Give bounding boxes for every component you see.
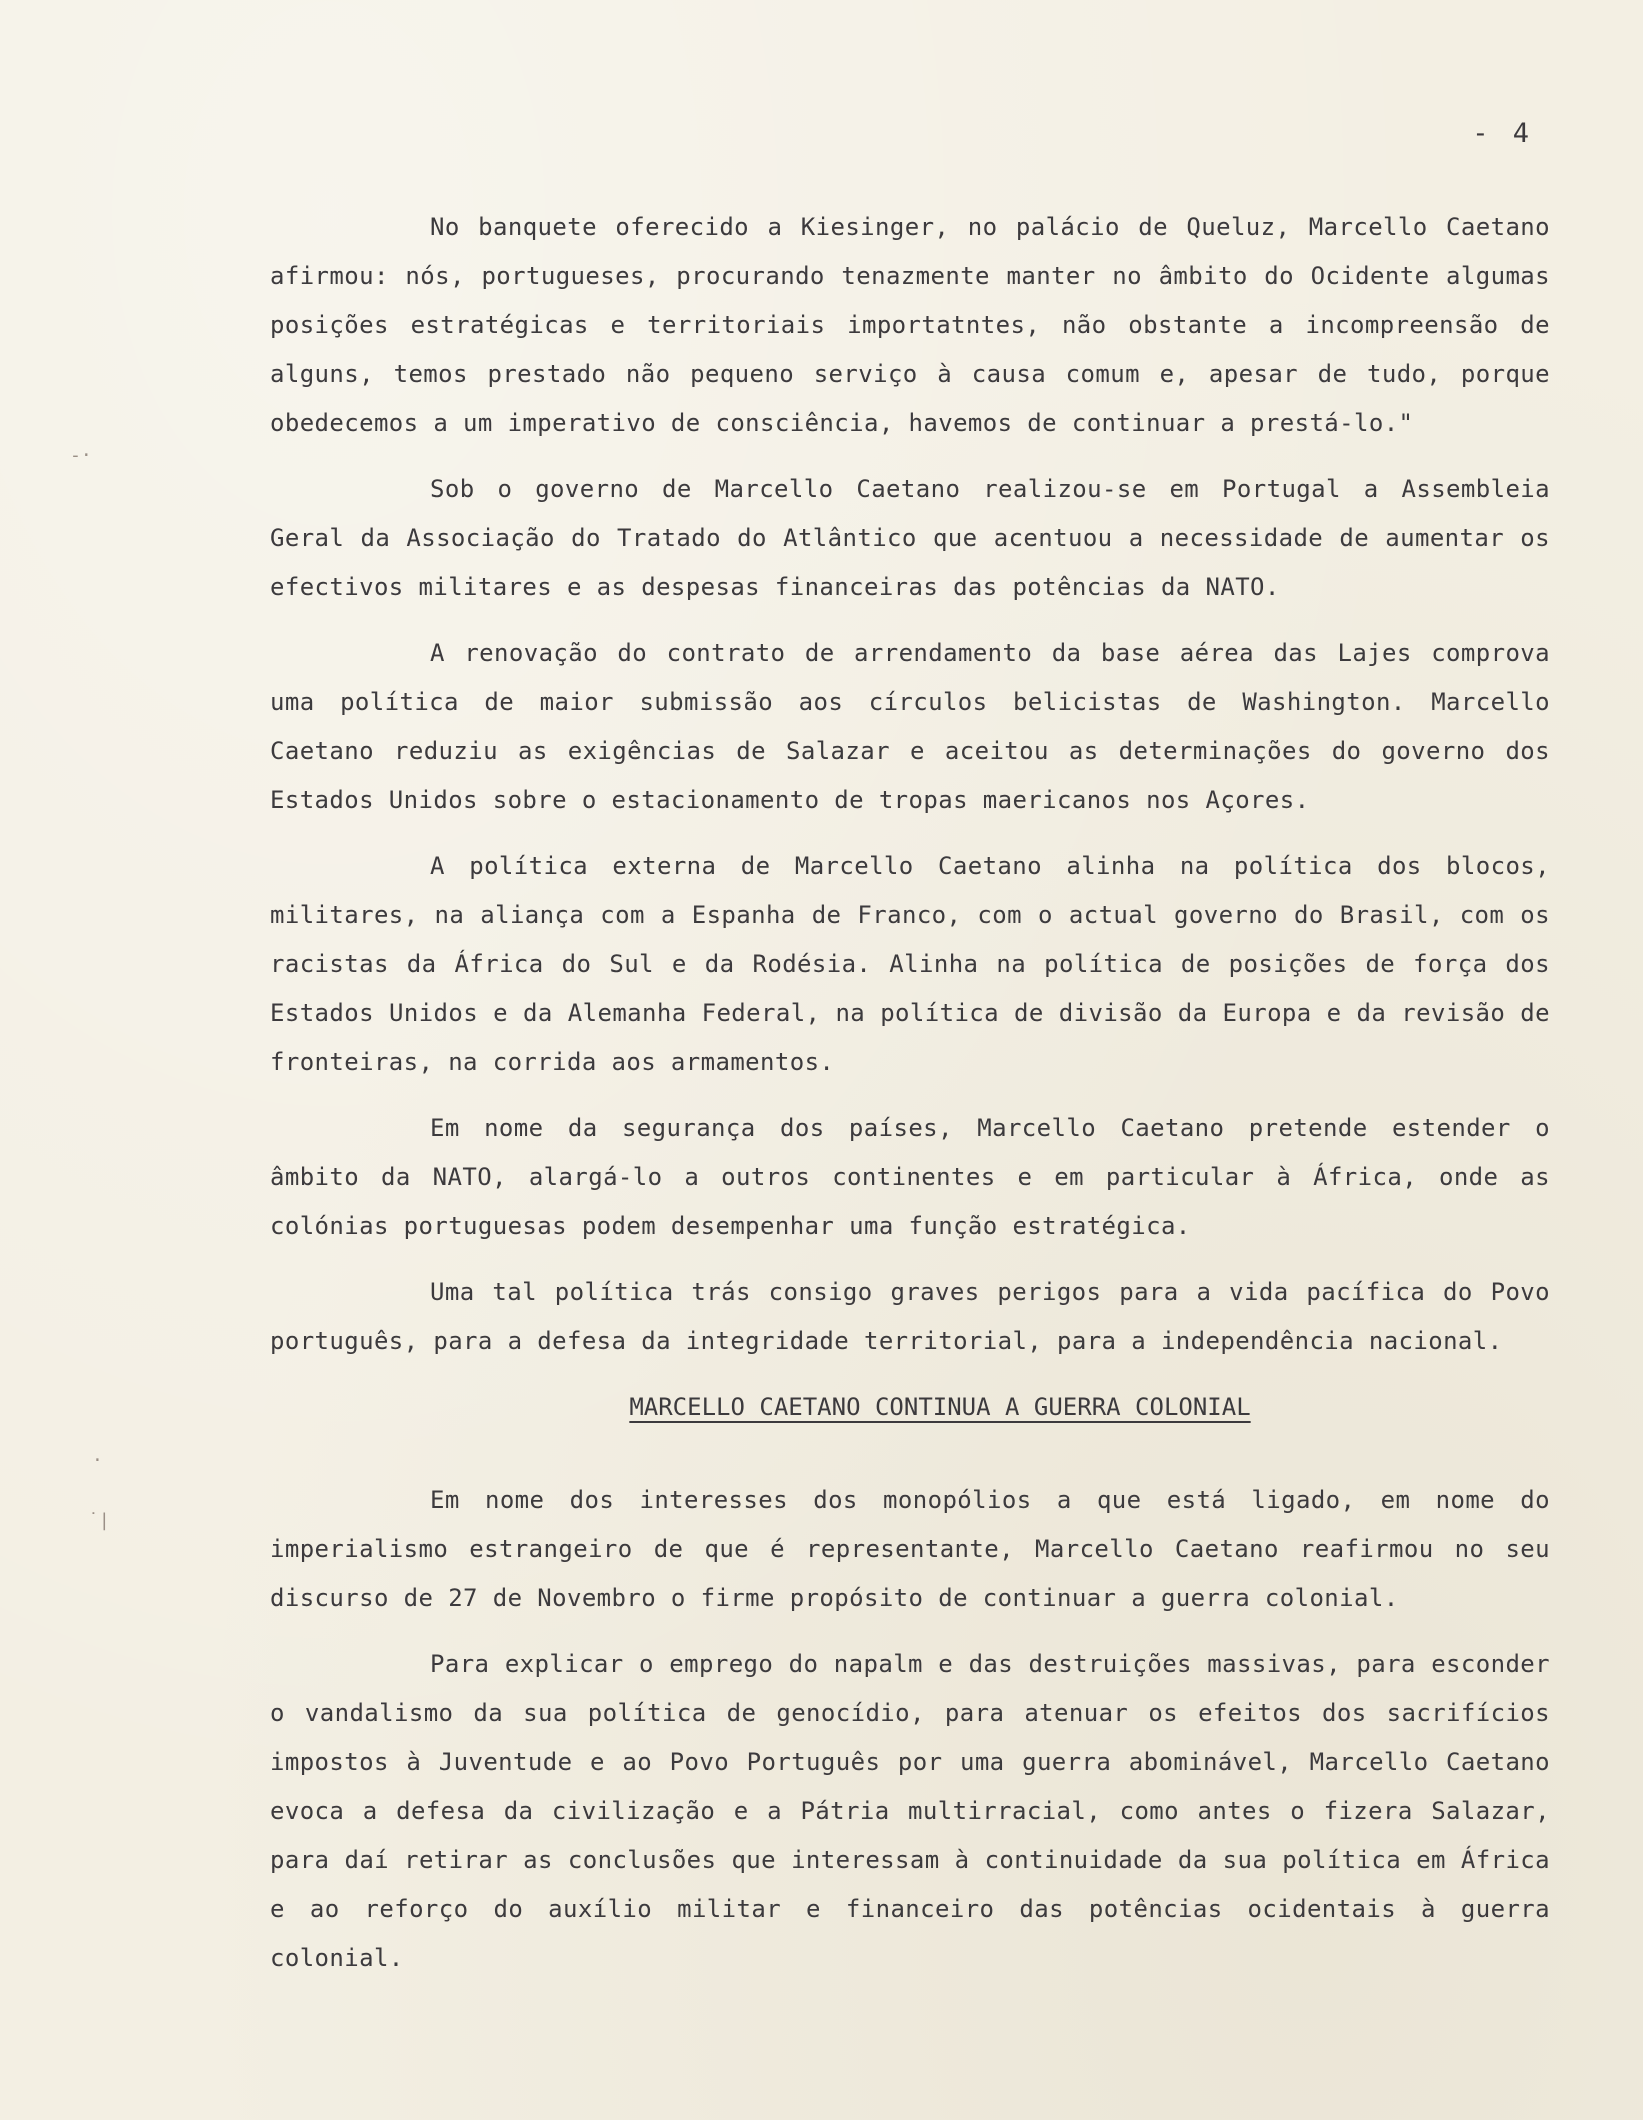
paragraph-nato-assembly: Sob o governo de Marcello Caetano realizou-se em Portugal a Assembleia Geral da Associação do Tratado do Atlântico que acentuou a necessidade de aumentar os efectivos militares e as despesas financeiras das potências da NATO.: [270, 475, 1550, 601]
margin-mark: ˙|: [88, 1510, 110, 1531]
section-heading: MARCELLO CAETANO CONTINUA A GUERRA COLONIAL: [629, 1393, 1251, 1421]
margin-mark: ·: [92, 1450, 103, 1471]
paragraph-lajes-base: A renovação do contrato de arrendamento da base aérea das Lajes comprova uma política de maior submissão aos círculos belicistas de Washington. Marcello Caetano reduziu as exigências de Salazar e aceitou as determinações do governo dos Estados Unidos sobre o estacionamento de tropas maericanos nos Açores.: [270, 639, 1550, 814]
paragraph-napalm: Para explicar o emprego do napalm e das destruições massivas, para esconder o vandalismo da sua política de genocídio, para atenuar os efeitos dos sacrifícios impostos à Juventude e ao Povo Português por uma guerra abominável, Marcello Caetano evoca a defesa da civilização e a Pátria multirracial, como antes o fizera Salazar, para daí retirar as conclusões que interessam à continuidade da sua política em África e ao reforço do auxílio militar e financeiro das potências ocidentais à guerra colonial.: [270, 1650, 1550, 1972]
margin-mark: -·: [70, 445, 92, 466]
page-number: - 4: [1472, 118, 1533, 149]
paragraph-dangers: Uma tal política trás consigo graves perigos para a vida pacífica do Povo português, para a defesa da integridade territorial, para a independência nacional.: [270, 1278, 1550, 1355]
paragraph-foreign-policy: A política externa de Marcello Caetano alinha na política dos blocos, militares, na aliança com a Espanha de Franco, com o actual governo do Brasil, com os racistas da África do Sul e da Rodésia. Alinha na política de posições de força dos Estados Unidos e da Alemanha Federal, na política de divisão da Europa e da revisão de fronteiras, na corrida aos armamentos.: [270, 852, 1550, 1076]
document-body: [270, 203, 1550, 1983]
paragraph-colonial-war: Em nome dos interesses dos monopólios a que está ligado, em nome do imperialismo estrangeiro de que é representante, Marcello Caetano reafirmou no seu discurso de 27 de Novembro o firme propósito de continuar a guerra colonial.: [270, 1486, 1550, 1612]
paragraph-queluz-banquet: No banquete oferecido a Kiesinger, no palácio de Queluz, Marcello Caetano afirmou: nós, portugueses, procurando tenazmente manter no âmbito do Ocidente algumas posições estratégicas e territoriais importatntes, não obstante a incompreensão de alguns, temos prestado não pequeno serviço à causa comum e, apesar de tudo, porque obedecemos a um imperativo de consciência, havemos de continuar a prestá-lo.": [270, 213, 1550, 437]
paragraph-nato-scope: Em nome da segurança dos países, Marcello Caetano pretende estender o âmbito da NATO, alargá-lo a outros continentes e em particular à África, onde as colónias portuguesas podem desempenhar uma função estratégica.: [270, 1114, 1550, 1240]
